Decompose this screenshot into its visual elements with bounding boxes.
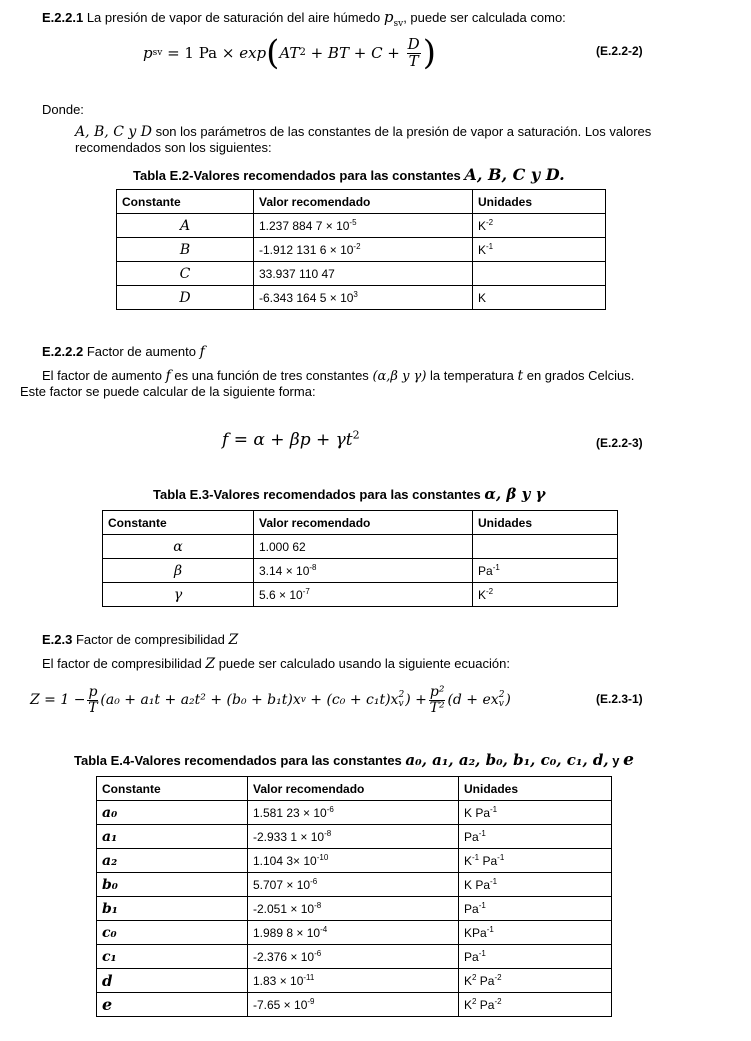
table-row: β $3.14 \times 10^{-8}$ $Pa^{-1}$: [103, 559, 618, 583]
section-text: La presión de vapor de saturación del aire húmedo: [86, 10, 381, 25]
params-paragraph: A, B, C y D son los parámetros de las constantes de la presión de vapor a saturación. Los valores recomendados son los siguientes:: [75, 124, 652, 155]
table-row: α 1.000 62: [103, 535, 618, 559]
psv-symbol: $p_{sv}$: [383, 8, 404, 29]
table-row: γ $5.6 \times 10^{-7}$ $K^{-2}$: [103, 583, 618, 607]
equation-number: (E.2.2-3): [596, 436, 643, 450]
table-row: A 1.237 884 $7 \times 10^{-5}$ $K^{-2}$: [117, 214, 606, 238]
equation-number: (E.2.3-1): [596, 692, 643, 706]
table-row: a₀ 1.581 $23 \times 10^{-6}$ K $Pa^{-1}$: [97, 801, 612, 825]
table-e2-caption: Tabla E.2-Valores recomendados para las constantes A, B, C y D.: [133, 165, 565, 184]
table-e4-caption: Tabla E.4-Valores recomendados para las constantes a₀, a₁, a₂, b₀, b₁, c₀, c₁, d, y e: [74, 750, 634, 770]
section-e222-paragraph-2: Este factor se puede calcular de la siguiente forma:: [20, 384, 316, 399]
table-row: D -6.343 164 $5 \times 10^3$ K: [117, 286, 606, 310]
table-row: d $1.83 \times 10^{-11}$ $K^2$ $Pa^{-2}$: [97, 969, 612, 993]
section-e221-intro: [42, 8, 566, 29]
table-row: c₁ $-2.376 \times 10^{-6}$ $Pa^{-1}$: [97, 945, 612, 969]
section-e23-paragraph: El factor de compresibilidad Z puede ser calculado usando la siguiente ecuación:: [42, 656, 510, 672]
equation-e222-3: $f = \alpha + \beta p + \gamma t^2$: [222, 428, 360, 450]
table-e3: [102, 510, 618, 607]
table-row: C 33.937 110 47: [117, 262, 606, 286]
table-row: e $-7.65 \times 10^{-9}$ $K^2$ $Pa^{-2}$: [97, 993, 612, 1017]
table-row: a₁ -2.933 $1 \times 10^{-8}$ $Pa^{-1}$: [97, 825, 612, 849]
table-header-row: Constante Valor recomendado Unidades: [117, 190, 606, 214]
table-row: b₀ $5.707 \times 10^{-6}$ K $Pa^{-1}$: [97, 873, 612, 897]
table-row: b₁ $-2.051 \times 10^{-8}$ $Pa^{-1}$: [97, 897, 612, 921]
table-e2: [116, 189, 606, 310]
table-header-row: Constante Valor recomendado Unidades: [103, 511, 618, 535]
table-row: a₂ 1.104 $3\times 10^{-10}$ $K^{-1}$ $Pa^{-1}$: [97, 849, 612, 873]
section-e222-paragraph: El factor de aumento f es una función de tres constantes (α,β y γ) la temperatura t en grados Celcius.: [42, 368, 635, 384]
equation-e23-1: Z = 1 − $\frac{p}{T}$ (a₀ + a₁t + a₂t² + (b₀ + b₁t)x v + (c₀ + c₁t)x 2 v ) + $\frac{\text{p²}}{\text{T²}}$ (d + ex 2 v ): [30, 683, 511, 716]
section-e222-heading: E.2.2.2 Factor de aumento f: [42, 344, 205, 360]
table-e4: [96, 776, 612, 1017]
section-e23-heading: E.2.3 Factor de compresibilidad Z: [42, 632, 239, 648]
table-row: B -1.912 131 $6 \times 10^{-2}$ $K^{-1}$: [117, 238, 606, 262]
equation-e222-2: p sv = 1 Pa × exp ( AT 2 + BT + C + $\frac{D}{T}$ ): [143, 33, 436, 73]
table-header-row: Constante Valor recomendado Unidades: [97, 777, 612, 801]
table-e3-caption: Tabla E.3-Valores recomendados para las constantes α, β y γ: [153, 485, 546, 503]
equation-number: (E.2.2-2): [596, 44, 643, 58]
donde-label: Donde:: [42, 102, 84, 117]
section-text-end: , puede ser calculada como:: [403, 10, 566, 25]
table-row: c₀ 1.989 $8 \times 10^{-4}$ KPa$^{-1}$: [97, 921, 612, 945]
section-number: E.2.2.1: [42, 10, 84, 25]
